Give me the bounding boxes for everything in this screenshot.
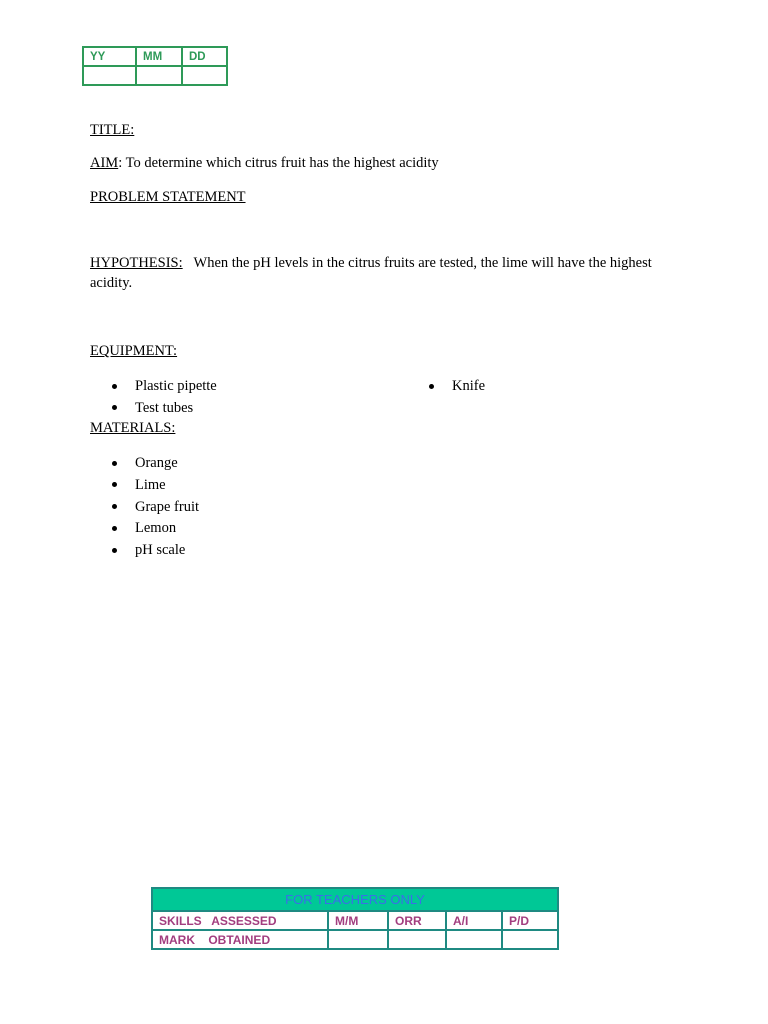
date-header-yy: YY (83, 47, 136, 66)
bullet-icon (112, 548, 117, 553)
bullet-icon (112, 461, 117, 466)
materials-list (90, 454, 199, 563)
date-value-yy[interactable] (83, 66, 136, 85)
bullet-icon (429, 384, 434, 389)
hypothesis-line2: acidity. (90, 275, 133, 291)
list-item: Knife (407, 377, 485, 399)
list-item: Lime (90, 476, 199, 498)
equipment-list-col1 (90, 377, 217, 421)
hypothesis-label: HYPOTHESIS: (90, 255, 183, 271)
title-label: TITLE: (90, 122, 135, 138)
bullet-icon (112, 482, 117, 487)
skill-mm: M/M (328, 911, 388, 930)
mark-obtained-label: MARK OBTAINED (152, 930, 328, 949)
list-item: pH scale (90, 541, 199, 563)
list-item: Plastic pipette (90, 377, 217, 399)
hypothesis-block (90, 255, 690, 292)
skill-orr: ORR (388, 911, 446, 930)
problem-statement-label: PROBLEM STATEMENT (90, 189, 246, 205)
mark-cell-mm[interactable] (328, 930, 388, 949)
aim-label: AIM (90, 155, 119, 171)
materials-label: MATERIALS: (90, 420, 176, 436)
list-item: Test tubes (90, 399, 217, 421)
teachers-assessment-table (151, 887, 559, 950)
mark-cell-orr[interactable] (388, 930, 446, 949)
list-item: Grape fruit (90, 498, 199, 520)
skill-ai: A/I (446, 911, 502, 930)
hypothesis-line1 (90, 255, 690, 272)
mark-cell-ai[interactable] (446, 930, 502, 949)
aim-line (90, 155, 439, 172)
date-value-mm[interactable] (136, 66, 182, 85)
date-header-mm: MM (136, 47, 182, 66)
equipment-label: EQUIPMENT: (90, 343, 178, 359)
hypothesis-text: When the pH levels in the citrus fruits are tested, the lime will have the highest (193, 255, 652, 271)
list-item: Orange (90, 454, 199, 476)
bullet-icon (112, 384, 117, 389)
date-header-dd: DD (182, 47, 227, 66)
list-item: Lemon (90, 519, 199, 541)
skill-pd: P/D (502, 911, 558, 930)
teachers-table-header: FOR TEACHERS ONLY (152, 888, 558, 911)
bullet-icon (112, 405, 117, 410)
equipment-list-col2 (407, 377, 485, 399)
skills-assessed-label: SKILLS ASSESSED (152, 911, 328, 930)
bullet-icon (112, 526, 117, 531)
aim-text: : To determine which citrus fruit has the highest acidity (118, 155, 439, 171)
date-value-dd[interactable] (182, 66, 227, 85)
date-box (82, 46, 228, 86)
bullet-icon (112, 504, 117, 509)
mark-cell-pd[interactable] (502, 930, 558, 949)
